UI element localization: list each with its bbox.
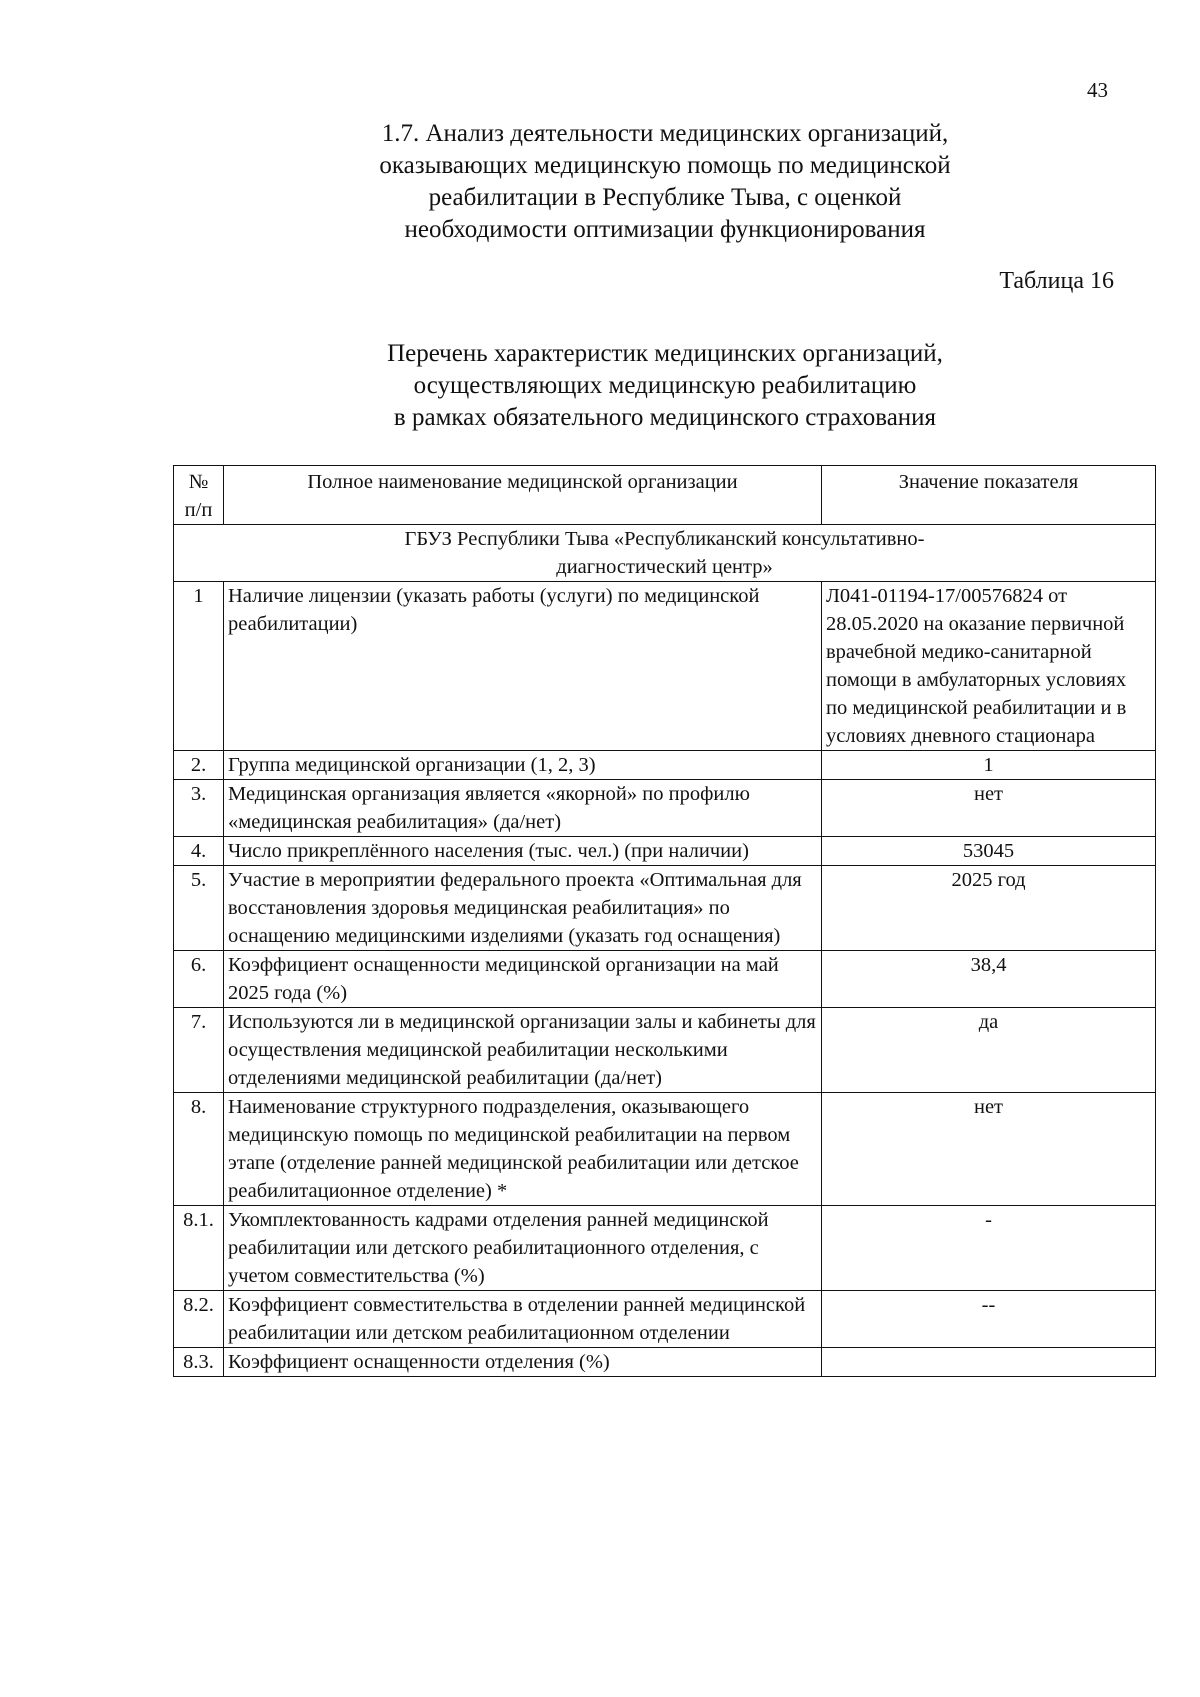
section-title-line: реабилитации в Республике Тыва, с оценкой <box>428 184 902 211</box>
row-name: Коэффициент оснащенности медицинской организации на май 2025 года (%) <box>224 951 822 1008</box>
row-value: 53045 <box>822 837 1156 866</box>
table-header-row <box>174 466 1156 525</box>
header-value: Значение показателя <box>822 466 1156 525</box>
section-title-line: 1.7. Анализ деятельности медицинских организаций, <box>381 120 949 147</box>
row-value: 2025 год <box>822 866 1156 951</box>
row-name: Участие в мероприятии федерального проекта «Оптимальная для восстановления здоровья медицинская реабилитация» по оснащению медицинскими изделиями (указать год оснащения) <box>224 866 822 951</box>
row-name: Наименование структурного подразделения, оказывающего медицинскую помощь по медицинской реабилитации на первом этапе (отделение ранней медицинской реабилитации или детское реабилитационное отделение) * <box>224 1093 822 1206</box>
row-name: Укомплектованность кадрами отделения ранней медицинской реабилитации или детского реабилитационного отделения, с учетом совместительства (%) <box>224 1206 822 1291</box>
header-num: № п/п <box>174 466 224 525</box>
table-row <box>174 951 1156 1008</box>
table-row <box>174 866 1156 951</box>
table-row <box>174 1206 1156 1291</box>
section-title-line: необходимости оптимизации функционирования <box>404 216 926 243</box>
organization-row <box>174 525 1156 582</box>
table-row <box>174 780 1156 837</box>
row-num: 6. <box>174 951 224 1008</box>
section-title <box>0 118 1200 246</box>
row-num: 8.3. <box>174 1348 224 1377</box>
organization-name: ГБУЗ Республики Тыва «Республиканский консультативно-диагностический центр» <box>174 525 1156 582</box>
row-value: 38,4 <box>822 951 1156 1008</box>
section-title-line: оказывающих медицинскую помощь по медицинской <box>379 152 951 179</box>
table-row <box>174 1291 1156 1348</box>
table-title-line: Перечень характеристик медицинских организаций, <box>387 340 943 367</box>
row-num: 4. <box>174 837 224 866</box>
row-name: Используются ли в медицинской организации залы и кабинеты для осуществления медицинской реабилитации несколькими отделениями медицинской реабилитации (да/нет) <box>224 1008 822 1093</box>
table-label: Таблица 16 <box>999 268 1114 294</box>
characteristics-table <box>173 465 1156 1377</box>
row-value <box>822 1348 1156 1377</box>
table-row <box>174 1093 1156 1206</box>
row-value: -- <box>822 1291 1156 1348</box>
row-value: 1 <box>822 751 1156 780</box>
row-value: нет <box>822 780 1156 837</box>
row-num: 8.1. <box>174 1206 224 1291</box>
table-title-line: осуществляющих медицинскую реабилитацию <box>413 372 917 399</box>
page-number: 43 <box>1087 78 1108 102</box>
row-num: 8.2. <box>174 1291 224 1348</box>
row-name: Группа медицинской организации (1, 2, 3) <box>224 751 822 780</box>
row-name: Коэффициент оснащенности отделения (%) <box>224 1348 822 1377</box>
row-num: 3. <box>174 780 224 837</box>
row-num: 8. <box>174 1093 224 1206</box>
row-value: Л041-01194-17/00576824 от 28.05.2020 на оказание первичной врачебной медико-санитарной помощи в амбулаторных условиях по медицинской реабилитации и в условиях дневного стационара <box>822 582 1156 751</box>
table-row <box>174 1348 1156 1377</box>
row-num: 7. <box>174 1008 224 1093</box>
table-row <box>174 1008 1156 1093</box>
table-title <box>0 338 1200 434</box>
row-value: - <box>822 1206 1156 1291</box>
row-name: Медицинская организация является «якорной» по профилю «медицинская реабилитация» (да/нет) <box>224 780 822 837</box>
row-name: Наличие лицензии (указать работы (услуги) по медицинской реабилитации) <box>224 582 822 751</box>
row-value: да <box>822 1008 1156 1093</box>
row-num: 1 <box>174 582 224 751</box>
row-num: 5. <box>174 866 224 951</box>
row-num: 2. <box>174 751 224 780</box>
header-name: Полное наименование медицинской организации <box>224 466 822 525</box>
table-row <box>174 751 1156 780</box>
row-name: Число прикреплённого населения (тыс. чел.) (при наличии) <box>224 837 822 866</box>
row-value: нет <box>822 1093 1156 1206</box>
table-title-line: в рамках обязательного медицинского страхования <box>393 404 937 431</box>
table-row <box>174 582 1156 751</box>
table-row <box>174 837 1156 866</box>
row-name: Коэффициент совместительства в отделении ранней медицинской реабилитации или детском реабилитационном отделении <box>224 1291 822 1348</box>
